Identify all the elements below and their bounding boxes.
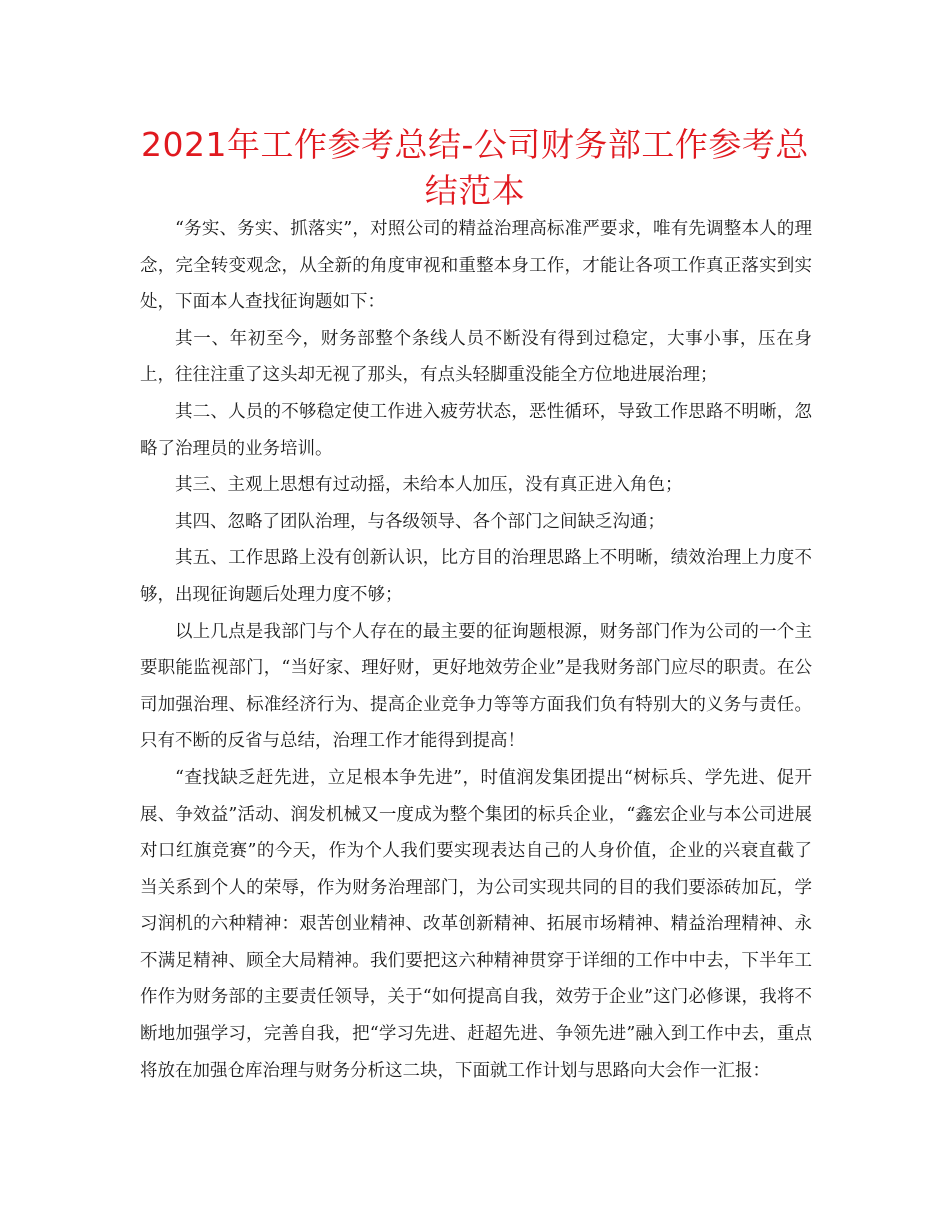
paragraph-issue-1: 其一、年初至今，财务部整个条线人员不断没有得到过稳定，大事小事，压在身上，往往注重了这头却无视了那头，有点头轻脚重没能全方位地进展治理；	[140, 328, 812, 386]
paragraph-intro: “务实、务实、抓落实”，对照公司的精益治理高标准严要求，唯有先调整本人的理念，完全转变观念，从全新的角度审视和重整本身工作，才能让各项工作真正落实到实处，下面本人查找征询题如下：	[140, 219, 812, 313]
paragraph-issue-2: 其二、人员的不够稳定使工作进入疲劳状态，恶性循环，导致工作思路不明晰，忽略了治理员的业务培训。	[140, 401, 812, 459]
paragraph-issue-4: 其四、忽略了团队治理，与各级领导、各个部门之间缺乏沟通；	[175, 511, 665, 532]
document-title: 2021年工作参考总结-公司财务部工作参考总结范本	[141, 125, 809, 210]
paragraph-issue-3: 其三、主观上思想有过动摇，未给本人加压，没有真正进入角色；	[175, 475, 683, 496]
document-body	[140, 211, 812, 1089]
paragraph-summary: 以上几点是我部门与个人存在的最主要的征询题根源，财务部门作为公司的一个主要职能监视部门，“当好家、理好财，更好地效劳企业”是我财务部门应尽的职责。在公司加强治理、标准经济行为、提高企业竞争力等等方面我们负有特别大的义务与责任。只有不断的反省与总结，治理工作才能得到提高！	[140, 621, 812, 752]
paragraph-plan: “查找缺乏赶先进，立足根本争先进”，时值润发集团提出“树标兵、学先进、促开展、争效益”活动、润发机械又一度成为整个集团的标兵企业，“鑫宏企业与本公司进展对口红旗竞赛”的今天，作为个人我们要实现表达自己的人身价值，企业的兴衰直截了当关系到个人的荣辱，作为财务治理部门，为公司实现共同的目的我们要添砖加瓦，学习润机的六种精神：艰苦创业精神、改革创新精神、拓展市场精神、精益治理精神、永不满足精神、顾全大局精神。我们要把这六种精神贯穿于详细的工作中中去，下半年工作作为财务部的主要责任领导，关于“如何提高自我，效劳于企业”这门必修课，我将不断地加强学习，完善自我，把“学习先进、赶超先进、争领先进”融入到工作中去，重点将放在加强仓库治理与财务分析这二块，下面就工作计划与思路向大会作一汇报：	[140, 767, 812, 1081]
paragraph-issue-5: 其五、工作思路上没有创新认识，比方目的治理思路上不明晰，绩效治理上力度不够，出现征询题后处理力度不够；	[140, 548, 812, 605]
